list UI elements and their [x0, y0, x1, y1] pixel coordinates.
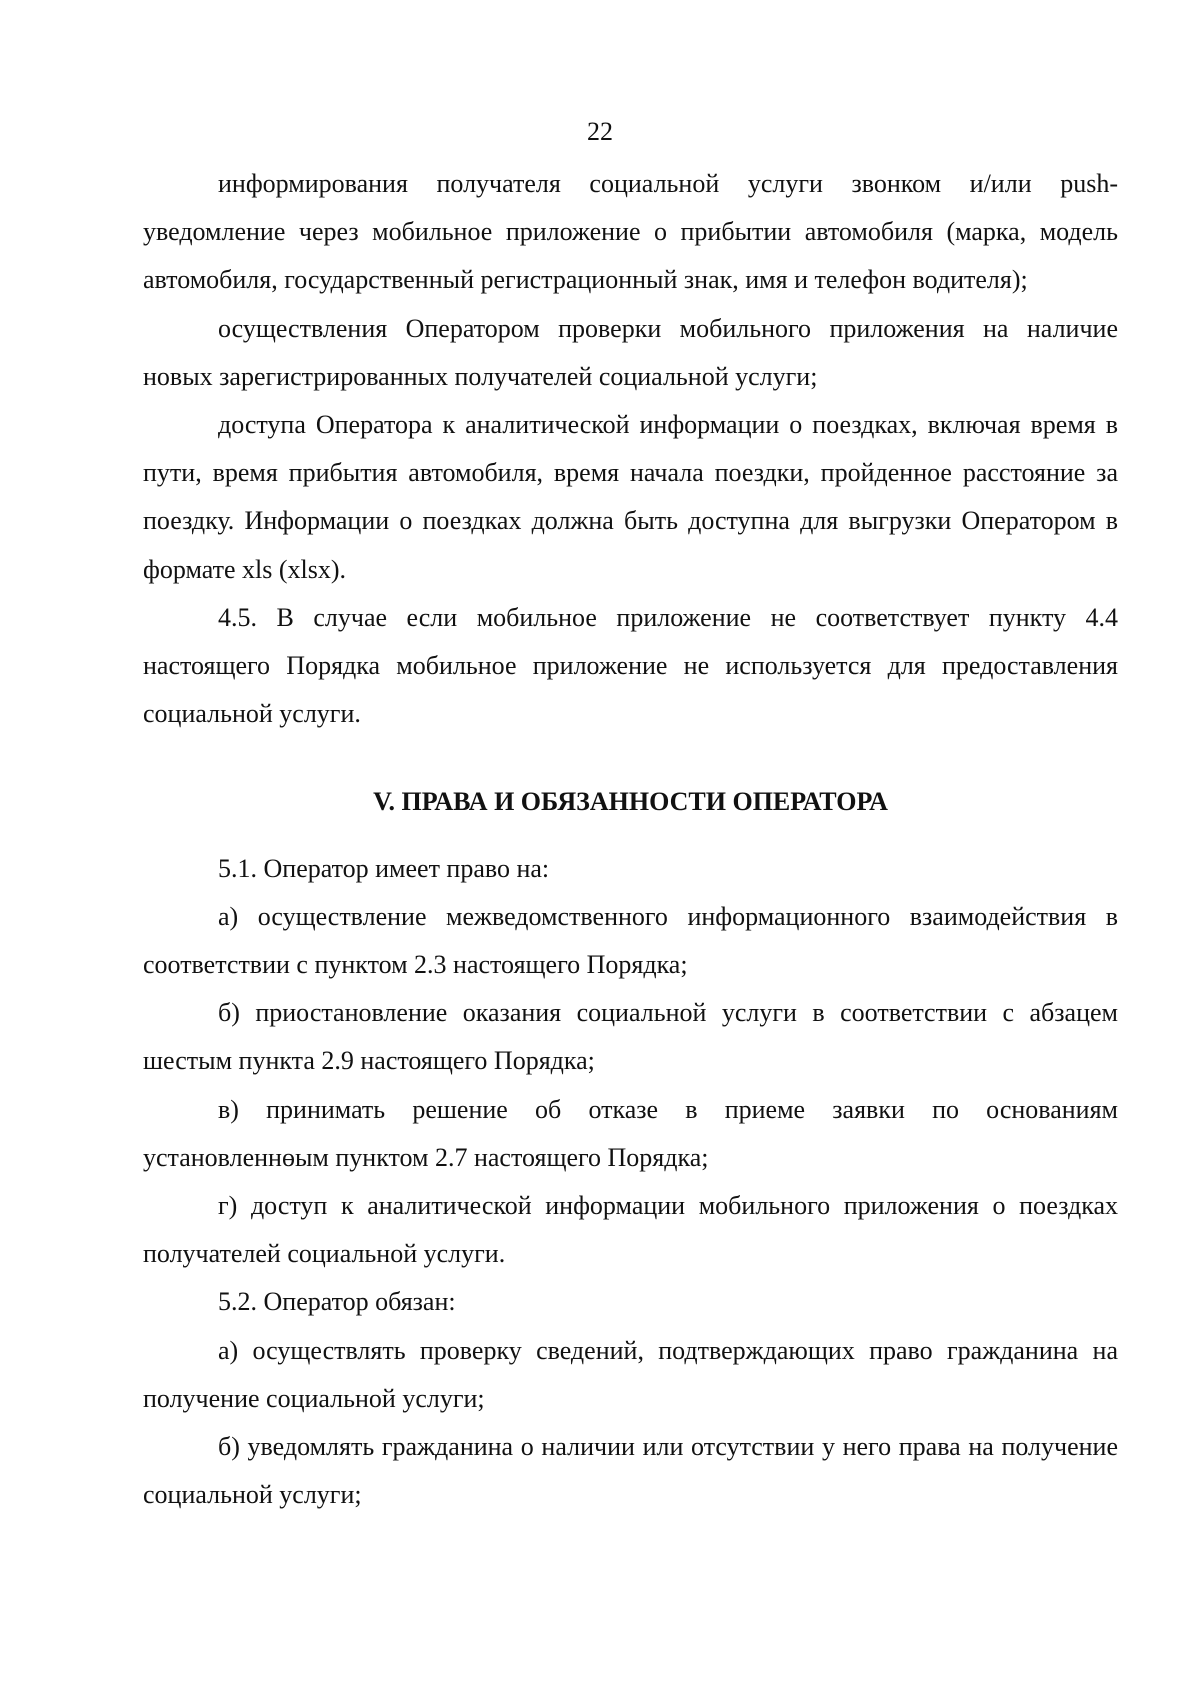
paragraph-informing: информирования получателя социальной услуги звонком и/или push-уведомление через мобильное приложение о прибытии автомобиля (марка, модель автомобиля, государственный регистрационный знак, имя и телефон водителя);	[143, 169, 1118, 295]
paragraph-5-2-a: а) осуществлять проверку сведений, подтверждающих право гражданина на получение социальной услуги;	[143, 1335, 1118, 1413]
paragraph-5-1-a: а) осуществление межведомственного информационного взаимодействия в соответствии с пунктом 2.3 настоящего Порядка;	[143, 901, 1118, 980]
paragraph-operator-check: осуществления Оператором проверки мобильного приложения на наличие новых зарегистрированных получателей социальной услуги;	[143, 313, 1118, 391]
paragraph-4-5: 4.5. В случае если мобильное приложение не соответствует пункту 4.4 настоящего Порядка мобильное приложение не используется для предоставления социальной услуги.	[143, 602, 1118, 729]
section-heading: V. ПРАВА И ОБЯЗАННОСТИ ОПЕРАТОРА	[373, 787, 888, 817]
paragraph-5-2-b: б) уведомлять гражданина о наличии или отсутствии у него права на получение социальной услуги;	[143, 1432, 1118, 1510]
paragraph-analytics-access: доступа Оператора к аналитической информации о поездках, включая время в пути, время прибытия автомобиля, время начала поездки, пройденное расстояние за поездку. Информации о поездках должна быть доступна для выгрузки Оператором в формате xls (xlsx).	[143, 410, 1118, 584]
paragraph-5-1-b: б) приостановление оказания социальной услуги в соответствии с абзацем шестым пункта 2.9 настоящего Порядка;	[143, 998, 1118, 1076]
paragraph-5-1: 5.1. Оператор имеет право на:	[218, 853, 550, 883]
document-body	[143, 160, 1118, 1519]
paragraph-5-1-v: в) принимать решение об отказе в приеме заявки по основаниям установленнөым пунктом 2.7 настоящего Порядка;	[143, 1094, 1118, 1172]
paragraph-5-2: 5.2. Оператор обязан:	[218, 1287, 456, 1317]
paragraph-5-1-g: г) доступ к аналитической информации мобильного приложения о поездках получателей социальной услуги.	[143, 1191, 1118, 1269]
page-number: 22	[587, 117, 613, 146]
